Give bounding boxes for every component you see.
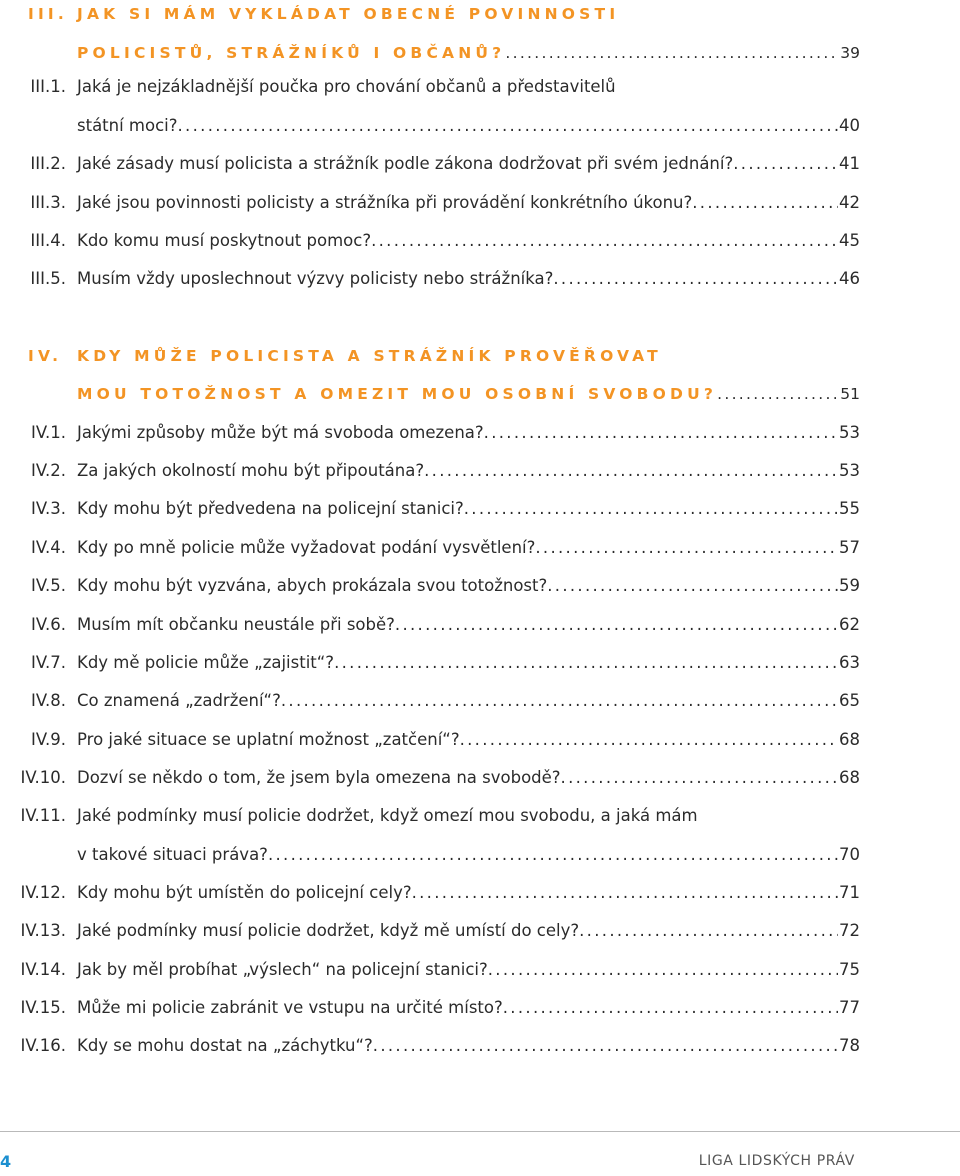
toc-entry-cont[interactable] xyxy=(0,840,860,870)
entry-title: Jaké zásady musí policista a strážník podle zákona dodržovat při svém jednání? xyxy=(77,154,734,173)
toc-entry[interactable] xyxy=(0,533,860,563)
leader-dots xyxy=(553,264,838,294)
entry-number: III.4. xyxy=(30,231,66,250)
toc-entry[interactable] xyxy=(0,264,860,294)
page-number: 42 xyxy=(839,193,860,212)
page-number: 51 xyxy=(840,385,860,403)
entry-number: IV.3. xyxy=(30,499,66,518)
page-number: 39 xyxy=(840,44,860,62)
entry-title: Musím vždy uposlechnout výzvy policisty nebo strážníka? xyxy=(77,269,554,288)
page-number: 53 xyxy=(839,423,860,442)
leader-dots xyxy=(505,38,839,68)
footer-divider xyxy=(0,1131,960,1132)
entry-title: Kdy se mohu dostat na „záchytku“? xyxy=(77,1036,373,1055)
page-number: 68 xyxy=(839,730,860,749)
entry-number: III.5. xyxy=(30,269,66,288)
leader-dots xyxy=(268,840,838,870)
section-heading[interactable] xyxy=(0,341,860,371)
leader-dots xyxy=(561,763,838,793)
entry-number: IV.12. xyxy=(20,883,66,902)
entry-title: státní moci? xyxy=(77,116,178,135)
leader-dots xyxy=(692,188,838,218)
toc-entry[interactable] xyxy=(0,955,860,985)
page-number: 53 xyxy=(839,461,860,480)
leader-dots xyxy=(281,686,838,716)
toc-entry[interactable] xyxy=(0,801,860,831)
entry-title: Kdy mohu být předvedena na policejní stanici? xyxy=(77,499,464,518)
entry-title: Jaké jsou povinnosti policisty a strážníka při provádění konkrétního úkonu? xyxy=(77,193,693,212)
entry-title: Jaké podmínky musí policie dodržet, když omezí mou svobodu, a jaká mám xyxy=(77,806,698,825)
entry-title: Může mi policie zabránit ve vstupu na určité místo? xyxy=(77,998,503,1017)
leader-dots xyxy=(535,533,838,563)
entry-title: v takové situaci práva? xyxy=(77,845,268,864)
leader-dots xyxy=(334,648,838,678)
section-heading-cont[interactable] xyxy=(0,38,860,68)
page-number: 59 xyxy=(839,576,860,595)
leader-dots xyxy=(373,1031,838,1061)
section-title: KDY MŮŽE POLICISTA A STRÁŽNÍK PROVĚŘOVAT xyxy=(77,347,662,365)
entry-title: Kdy mě policie může „zajistit“? xyxy=(77,653,335,672)
entry-number: III.3. xyxy=(30,193,66,212)
entry-number: IV.15. xyxy=(20,998,66,1017)
leader-dots xyxy=(484,418,838,448)
entry-number: IV.9. xyxy=(30,730,66,749)
entry-title: Pro jaké situace se uplatní možnost „zatčení“? xyxy=(77,730,460,749)
entry-title: Jaké podmínky musí policie dodržet, když mě umístí do cely? xyxy=(77,921,580,940)
entry-number: IV.11. xyxy=(20,806,66,825)
page-number: 75 xyxy=(839,960,860,979)
entry-number: III.1. xyxy=(30,77,66,96)
entry-number: IV.4. xyxy=(30,538,66,557)
entry-title: Za jakých okolností mohu být připoutána? xyxy=(77,461,425,480)
toc-entry-cont[interactable] xyxy=(0,111,860,141)
leader-dots xyxy=(717,379,839,409)
section-number: III. xyxy=(28,5,68,23)
page-number: 57 xyxy=(839,538,860,557)
entry-title: Jakými způsoby může být má svoboda omezena? xyxy=(77,423,484,442)
page-number: 55 xyxy=(839,499,860,518)
entry-number: IV.16. xyxy=(20,1036,66,1055)
footer-page-number: 4 xyxy=(0,1152,12,1171)
entry-number: IV.5. xyxy=(30,576,66,595)
toc-entry[interactable] xyxy=(0,878,860,908)
leader-dots xyxy=(460,725,838,755)
toc-entry[interactable] xyxy=(0,993,860,1023)
page-number: 45 xyxy=(839,231,860,250)
toc-entry[interactable] xyxy=(0,648,860,678)
section-heading[interactable] xyxy=(0,0,860,29)
entry-number: IV.10. xyxy=(20,768,66,787)
entry-title: Jaká je nejzákladnější poučka pro chování občanů a představitelů xyxy=(77,77,616,96)
page-number: 68 xyxy=(839,768,860,787)
toc-entry[interactable] xyxy=(0,763,860,793)
entry-number: IV.1. xyxy=(30,423,66,442)
leader-dots xyxy=(547,571,838,601)
entry-number: III.2. xyxy=(30,154,66,173)
toc-entry[interactable] xyxy=(0,418,860,448)
page-number: 71 xyxy=(839,883,860,902)
entry-number: IV.14. xyxy=(20,960,66,979)
leader-dots xyxy=(464,494,838,524)
entry-title: Kdy mohu být umístěn do policejní cely? xyxy=(77,883,412,902)
toc-entry[interactable] xyxy=(0,188,860,218)
toc-entry[interactable] xyxy=(0,610,860,640)
section-title: JAK SI MÁM VYKLÁDAT OBECNÉ POVINNOSTI xyxy=(77,5,620,23)
section-heading-cont[interactable] xyxy=(0,379,860,409)
toc-entry[interactable] xyxy=(0,149,860,179)
entry-title: Kdy po mně policie může vyžadovat podání vysvětlení? xyxy=(77,538,536,557)
toc-entry[interactable] xyxy=(0,456,860,486)
section-title: MOU TOTOŽNOST A OMEZIT MOU OSOBNÍ SVOBODU? xyxy=(77,385,718,403)
page-number: 46 xyxy=(839,269,860,288)
leader-dots xyxy=(412,878,838,908)
entry-number: IV.2. xyxy=(30,461,66,480)
leader-dots xyxy=(371,226,838,256)
entry-number: IV.6. xyxy=(30,615,66,634)
toc-entry[interactable] xyxy=(0,725,860,755)
entry-title: Kdo komu musí poskytnout pomoc? xyxy=(77,231,372,250)
toc-entry[interactable] xyxy=(0,72,860,102)
toc-entry[interactable] xyxy=(0,226,860,256)
entry-title: Kdy mohu být vyzvána, abych prokázala svou totožnost? xyxy=(77,576,548,595)
toc-entry[interactable] xyxy=(0,686,860,716)
leader-dots xyxy=(503,993,838,1023)
section-number: IV. xyxy=(28,347,63,365)
entry-number: IV.7. xyxy=(30,653,66,672)
toc-entry[interactable] xyxy=(0,571,860,601)
leader-dots xyxy=(178,111,838,141)
leader-dots xyxy=(395,610,838,640)
toc-entry[interactable] xyxy=(0,1031,860,1061)
entry-number: IV.13. xyxy=(20,921,66,940)
page-number: 40 xyxy=(839,116,860,135)
leader-dots xyxy=(424,456,838,486)
page-number: 65 xyxy=(839,691,860,710)
leader-dots xyxy=(733,149,838,179)
leader-dots xyxy=(579,916,838,946)
entry-title: Jak by měl probíhat „výslech“ na policejní stanici? xyxy=(77,960,488,979)
entry-number: IV.8. xyxy=(30,691,66,710)
page-number: 62 xyxy=(839,615,860,634)
page-number: 70 xyxy=(839,845,860,864)
page-number: 78 xyxy=(839,1036,860,1055)
section-title: POLICISTŮ, STRÁŽNÍKŮ I OBČANŮ? xyxy=(77,44,506,62)
toc-entry[interactable] xyxy=(0,916,860,946)
footer-organization: LIGA LIDSKÝCH PRÁV xyxy=(698,1153,855,1169)
page-number: 77 xyxy=(839,998,860,1017)
entry-title: Co znamená „zadržení“? xyxy=(77,691,281,710)
entry-title: Dozví se někdo o tom, že jsem byla omezena na svobodě? xyxy=(77,768,561,787)
page-number: 41 xyxy=(839,154,860,173)
page-number: 63 xyxy=(839,653,860,672)
entry-title: Musím mít občanku neustále při sobě? xyxy=(77,615,395,634)
page-number: 72 xyxy=(839,921,860,940)
toc-entry[interactable] xyxy=(0,494,860,524)
leader-dots xyxy=(488,955,838,985)
